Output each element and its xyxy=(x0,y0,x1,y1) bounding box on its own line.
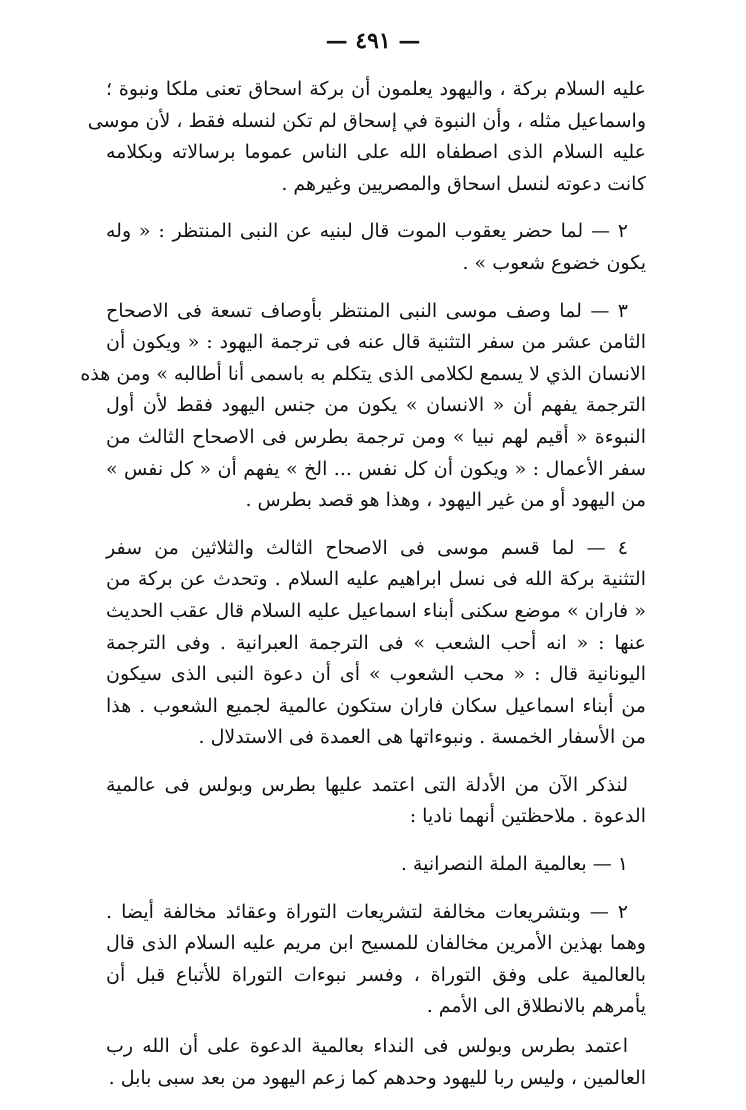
paragraph-6 xyxy=(106,849,646,881)
paragraph-4 xyxy=(106,533,646,754)
text-line: عنها : « انه أحب الشعب » فى الترجمة العبرانية . وفى الترجمة xyxy=(106,631,646,654)
paragraph-3 xyxy=(80,296,646,517)
text-line: بالعالمية على وفق التوراة ، وفسر نبوءات التوراة للأتباع قبل أن xyxy=(106,963,646,986)
text-line: ٣ — لما وصف موسى النبى المنتظر بأوصاف تسعة فى الاصحاح xyxy=(106,299,628,322)
text-line: الانسان الذي لا يسمع لكلامى الذى يتكلم به باسمى أنا أطالبه » ومن هذه xyxy=(80,362,646,385)
text-line: واسماعيل مثله ، وأن النبوة في إسحاق لم تكن لنسله فقط ، لأن موسى xyxy=(87,109,646,132)
text-line: وهما بهذين الأمرين مخالفان للمسيح ابن مريم عليه السلام الذى قال xyxy=(106,932,646,955)
paragraph-7 xyxy=(106,897,646,1023)
text-line: كانت دعوته لنسل اسحاق والمصريين وغيرهم . xyxy=(281,172,646,195)
text-line: ١ — بعالمية الملة النصرانية . xyxy=(400,853,628,876)
text-line: يكون خضوع شعوب » . xyxy=(462,251,646,274)
body-text xyxy=(80,74,646,1110)
text-line: النبوءة « أقيم لهم نبيا » ومن ترجمة بطرس فى الاصحاح الثالث من xyxy=(106,425,646,448)
text-line: التثنية بركة الله فى نسل ابراهيم عليه السلام . وتحدث عن بركة من xyxy=(106,568,646,591)
text-line: لنذكر الآن من الأدلة التى اعتمد عليها بطرس وبولس فى عالمية xyxy=(106,773,628,796)
text-line: اليونانية قال : « محب الشعوب » أى أن دعوة النبى الذى سيكون xyxy=(106,663,646,686)
text-line: من اليهود أو من غير اليهود ، وهذا هو قصد بطرس . xyxy=(245,489,646,512)
page-number: — ٤٩١ — xyxy=(325,28,421,54)
text-line: ٢ — وبتشريعات مخالفة لتشريعات التوراة وعقائد مخالفة أيضا . xyxy=(106,900,628,923)
text-line: الثامن عشر من سفر التثنية قال عنه فى ترجمة اليهود : « ويكون أن xyxy=(106,331,646,354)
text-line: العالمين ، وليس ربا لليهود وحدهم كما زعم اليهود من بعد سبى بابل . xyxy=(108,1066,646,1089)
text-line: ٤ — لما قسم موسى فى الاصحاح الثالث والثلاثين من سفر xyxy=(106,536,628,559)
text-line: سفر الأعمال : « ويكون أن كل نفس ... الخ » يفهم أن « كل نفس » xyxy=(106,457,646,480)
text-line: الدعوة . ملاحظتين أنهما ناديا : xyxy=(409,805,646,828)
paragraph-1 xyxy=(87,74,646,200)
text-line: الترجمة يفهم أن « الانسان » يكون من جنس اليهود فقط لأن أول xyxy=(106,394,646,417)
text-line: ٢ — لما حضر يعقوب الموت قال لبنيه عن النبى المنتظر : « وله xyxy=(106,220,628,243)
paragraph-5 xyxy=(106,770,646,833)
text-line: من الأسفار الخمسة . ونبوءاتها هى العمدة فى الاستدلال . xyxy=(198,726,646,749)
text-line: عليه السلام بركة ، واليهود يعلمون أن بركة اسحاق تعنى ملكا ونبوة ؛ xyxy=(106,78,646,100)
text-line: « فاران » موضع سكنى أبناء اسماعيل عليه السلام قال عقب الحديث xyxy=(106,599,646,622)
text-line: من أبناء اسماعيل سكان فاران ستكون عالمية لجميع الشعوب . هذا xyxy=(106,694,646,717)
text-line: اعتمد بطرس وبولس فى النداء بعالمية الدعوة على أن الله رب xyxy=(106,1035,628,1058)
text-line: عليه السلام الذى اصطفاه الله على الناس عموما برسالاته وبكلامه xyxy=(106,141,646,164)
paragraph-2 xyxy=(106,216,646,279)
paragraph-8 xyxy=(106,1031,646,1094)
text-line: يأمرهم بالانطلاق الى الأمم . xyxy=(426,995,646,1018)
